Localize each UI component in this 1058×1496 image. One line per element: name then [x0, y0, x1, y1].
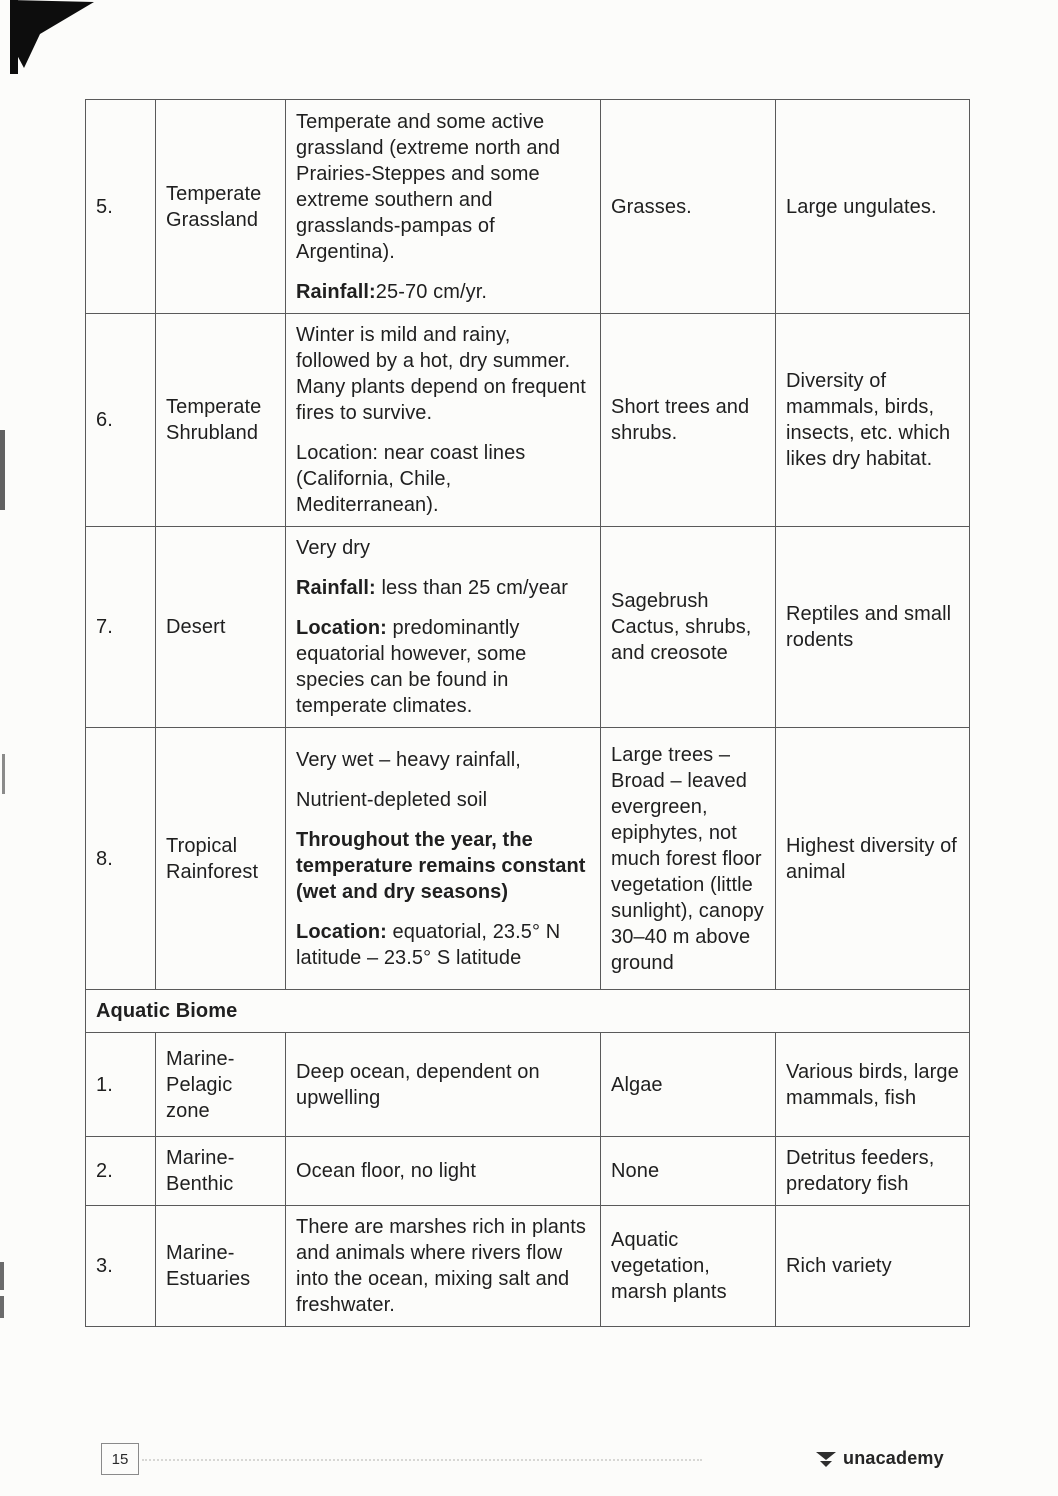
description-paragraph: Throughout the year, the temperature remains constant (wet and dry seasons) [296, 828, 586, 903]
biome-description-cell [286, 728, 601, 990]
description-paragraph: Location: equatorial, 23.5° N latitude – 23.5° S latitude [296, 920, 561, 969]
table-row [86, 314, 970, 527]
biome-table [85, 99, 970, 1327]
animals-cell: Highest diversity of animal [776, 728, 970, 990]
description-paragraph: Location: predominantly equatorial however, some species can be found in temperate climates. [296, 617, 527, 717]
table-row [86, 1137, 970, 1206]
biome-description-cell [286, 1206, 601, 1327]
biome-name-cell: Marine-Benthic [156, 1137, 286, 1206]
vegetation-cell: Aquatic vegetation, marsh plants [601, 1206, 776, 1327]
animals-cell: Rich variety [776, 1206, 970, 1327]
biome-name-cell: Temperate Shrubland [156, 314, 286, 527]
row-number-cell: 8. [86, 728, 156, 990]
scan-edge-mark [0, 430, 5, 510]
biome-description-cell [286, 1137, 601, 1206]
vegetation-cell: Algae [601, 1033, 776, 1137]
description-paragraph: Location: near coast lines (California, Chile, Mediterranean). [296, 442, 526, 516]
unacademy-logo-icon [815, 1449, 837, 1469]
biome-name-cell: Marine-Estuaries [156, 1206, 286, 1327]
vegetation-cell: None [601, 1137, 776, 1206]
row-number-cell: 3. [86, 1206, 156, 1327]
table-row [86, 527, 970, 728]
description-paragraph: Winter is mild and rainy, followed by a hot, dry summer. Many plants depend on frequent fires to survive. [296, 324, 586, 424]
row-number-cell: 6. [86, 314, 156, 527]
animals-cell: Large ungulates. [776, 100, 970, 314]
description-paragraph: Rainfall:25-70 cm/yr. [296, 280, 488, 303]
scan-corner-ink-mark-icon [4, 0, 100, 78]
row-number-cell: 5. [86, 100, 156, 314]
description-paragraph: Deep ocean, dependent on upwelling [296, 1060, 540, 1109]
biome-description-cell [286, 100, 601, 314]
brand-footer [815, 1448, 944, 1469]
animals-cell: Detritus feeders, predatory fish [776, 1137, 970, 1206]
table-row [86, 1206, 970, 1327]
row-number-cell: 1. [86, 1033, 156, 1137]
scan-edge-mark [0, 1296, 4, 1318]
biome-table-body [86, 100, 970, 1327]
biome-description-cell [286, 1033, 601, 1137]
vegetation-cell: Grasses. [601, 100, 776, 314]
description-paragraph: Ocean floor, no light [296, 1160, 476, 1182]
brand-name: unacademy [843, 1448, 944, 1468]
scan-edge-mark [0, 1262, 4, 1290]
description-paragraph: Very wet – heavy rainfall, [296, 748, 521, 771]
table-row [86, 100, 970, 314]
animals-cell: Various birds, large mammals, fish [776, 1033, 970, 1137]
biome-name-cell: Tropical Rainforest [156, 728, 286, 990]
description-paragraph: Nutrient-depleted soil [296, 788, 488, 811]
biome-name-cell: Marine-Pelagic zone [156, 1033, 286, 1137]
biome-name-cell: Desert [156, 527, 286, 728]
description-paragraph: There are marshes rich in plants and animals where rivers flow into the ocean, mixing salt and freshwater. [296, 1216, 586, 1316]
biome-description-cell [286, 527, 601, 728]
description-paragraph: Rainfall: less than 25 cm/year [296, 577, 568, 599]
row-number-cell: 2. [86, 1137, 156, 1206]
page-number: 15 [111, 1450, 129, 1468]
table-row [86, 1033, 970, 1137]
vegetation-cell: Short trees and shrubs. [601, 314, 776, 527]
section-header-row [86, 990, 970, 1033]
row-number-cell: 7. [86, 527, 156, 728]
biome-name-cell: Temperate Grassland [156, 100, 286, 314]
description-paragraph: Temperate and some active grassland (extreme north and Prairies-Steppes and some extreme southern and grasslands-pampas of Argentina). [296, 110, 561, 263]
biome-description-cell [286, 314, 601, 527]
animals-cell: Diversity of mammals, birds, insects, etc. which likes dry habitat. [776, 314, 970, 527]
vegetation-cell: Sagebrush Cactus, shrubs, and creosote [601, 527, 776, 728]
page-number-box [101, 1443, 139, 1475]
description-paragraph: Very dry [296, 537, 371, 559]
footer-dotted-rule [142, 1459, 702, 1461]
scan-edge-mark [2, 754, 5, 794]
vegetation-cell: Large trees – Broad – leaved evergreen, epiphytes, not much forest floor vegetation (little sunlight), canopy 30–40 m above ground [601, 728, 776, 990]
table-row [86, 728, 970, 990]
aquatic-biome-section-header: Aquatic Biome [86, 990, 970, 1033]
animals-cell: Reptiles and small rodents [776, 527, 970, 728]
